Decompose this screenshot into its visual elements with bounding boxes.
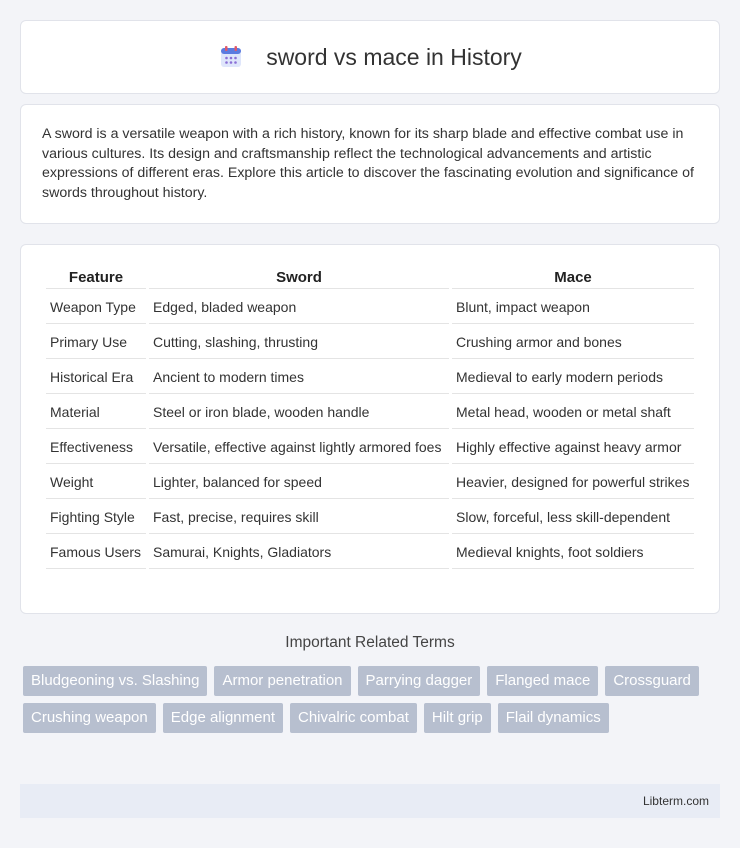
- table-row: [46, 501, 694, 534]
- related-term-tag[interactable]: Flanged mace: [487, 666, 598, 696]
- table-row: [46, 466, 694, 499]
- table-row: [46, 431, 694, 464]
- intro-text: A sword is a versatile weapon with a rich history, known for its sharp blade and effective combat use in various cultures. Its design and craftsmanship reflect the technological advancements and artistic expressions of different eras. Explore this article to discover the fascinating evolution and significance of swords throughout history.: [42, 126, 694, 201]
- mace-cell: Medieval knights, foot soldiers: [452, 536, 694, 569]
- feature-cell: Famous Users: [46, 536, 146, 569]
- header-mace: Mace: [452, 265, 694, 289]
- table-row: [46, 361, 694, 394]
- mace-cell: Heavier, designed for powerful strikes: [452, 466, 694, 499]
- sword-cell: Steel or iron blade, wooden handle: [149, 396, 449, 429]
- intro-card: [20, 104, 720, 224]
- feature-cell: Weight: [46, 466, 146, 499]
- mace-cell: Crushing armor and bones: [452, 326, 694, 359]
- sword-cell: Samurai, Knights, Gladiators: [149, 536, 449, 569]
- header-feature: Feature: [46, 265, 146, 289]
- table-header-row: [46, 265, 694, 289]
- mace-cell: Highly effective against heavy armor: [452, 431, 694, 464]
- mace-cell: Blunt, impact weapon: [452, 291, 694, 324]
- related-term-tag[interactable]: Armor penetration: [214, 666, 350, 696]
- related-term-tag[interactable]: Flail dynamics: [498, 703, 609, 733]
- table-row: [46, 326, 694, 359]
- sword-cell: Cutting, slashing, thrusting: [149, 326, 449, 359]
- feature-cell: Effectiveness: [46, 431, 146, 464]
- table-row: [46, 536, 694, 569]
- feature-cell: Weapon Type: [46, 291, 146, 324]
- related-term-tag[interactable]: Edge alignment: [163, 703, 283, 733]
- comparison-table-card: [20, 244, 720, 614]
- related-terms-list: [23, 666, 723, 740]
- related-term-tag[interactable]: Crushing weapon: [23, 703, 156, 733]
- feature-cell: Primary Use: [46, 326, 146, 359]
- sword-cell: Edged, bladed weapon: [149, 291, 449, 324]
- table-row: [46, 291, 694, 324]
- feature-cell: Historical Era: [46, 361, 146, 394]
- table-row: [46, 396, 694, 429]
- related-terms-title: Important Related Terms: [285, 634, 455, 651]
- mace-cell: Metal head, wooden or metal shaft: [452, 396, 694, 429]
- calendar-icon: [218, 44, 244, 70]
- comparison-table: [43, 263, 697, 571]
- header-sword: Sword: [149, 265, 449, 289]
- related-term-tag[interactable]: Bludgeoning vs. Slashing: [23, 666, 207, 696]
- sword-cell: Versatile, effective against lightly armored foes: [149, 431, 449, 464]
- footer-site-link[interactable]: Libterm.com: [642, 794, 709, 808]
- mace-cell: Slow, forceful, less skill-dependent: [452, 501, 694, 534]
- sword-cell: Lighter, balanced for speed: [149, 466, 449, 499]
- related-term-tag[interactable]: Chivalric combat: [290, 703, 417, 733]
- mace-cell: Medieval to early modern periods: [452, 361, 694, 394]
- footer: [20, 784, 720, 818]
- feature-cell: Fighting Style: [46, 501, 146, 534]
- sword-cell: Ancient to modern times: [149, 361, 449, 394]
- page-title: sword vs mace in History: [266, 43, 522, 70]
- related-term-tag[interactable]: Hilt grip: [424, 703, 491, 733]
- feature-cell: Material: [46, 396, 146, 429]
- sword-cell: Fast, precise, requires skill: [149, 501, 449, 534]
- related-term-tag[interactable]: Parrying dagger: [358, 666, 481, 696]
- related-term-tag[interactable]: Crossguard: [605, 666, 699, 696]
- header-card: [20, 20, 720, 94]
